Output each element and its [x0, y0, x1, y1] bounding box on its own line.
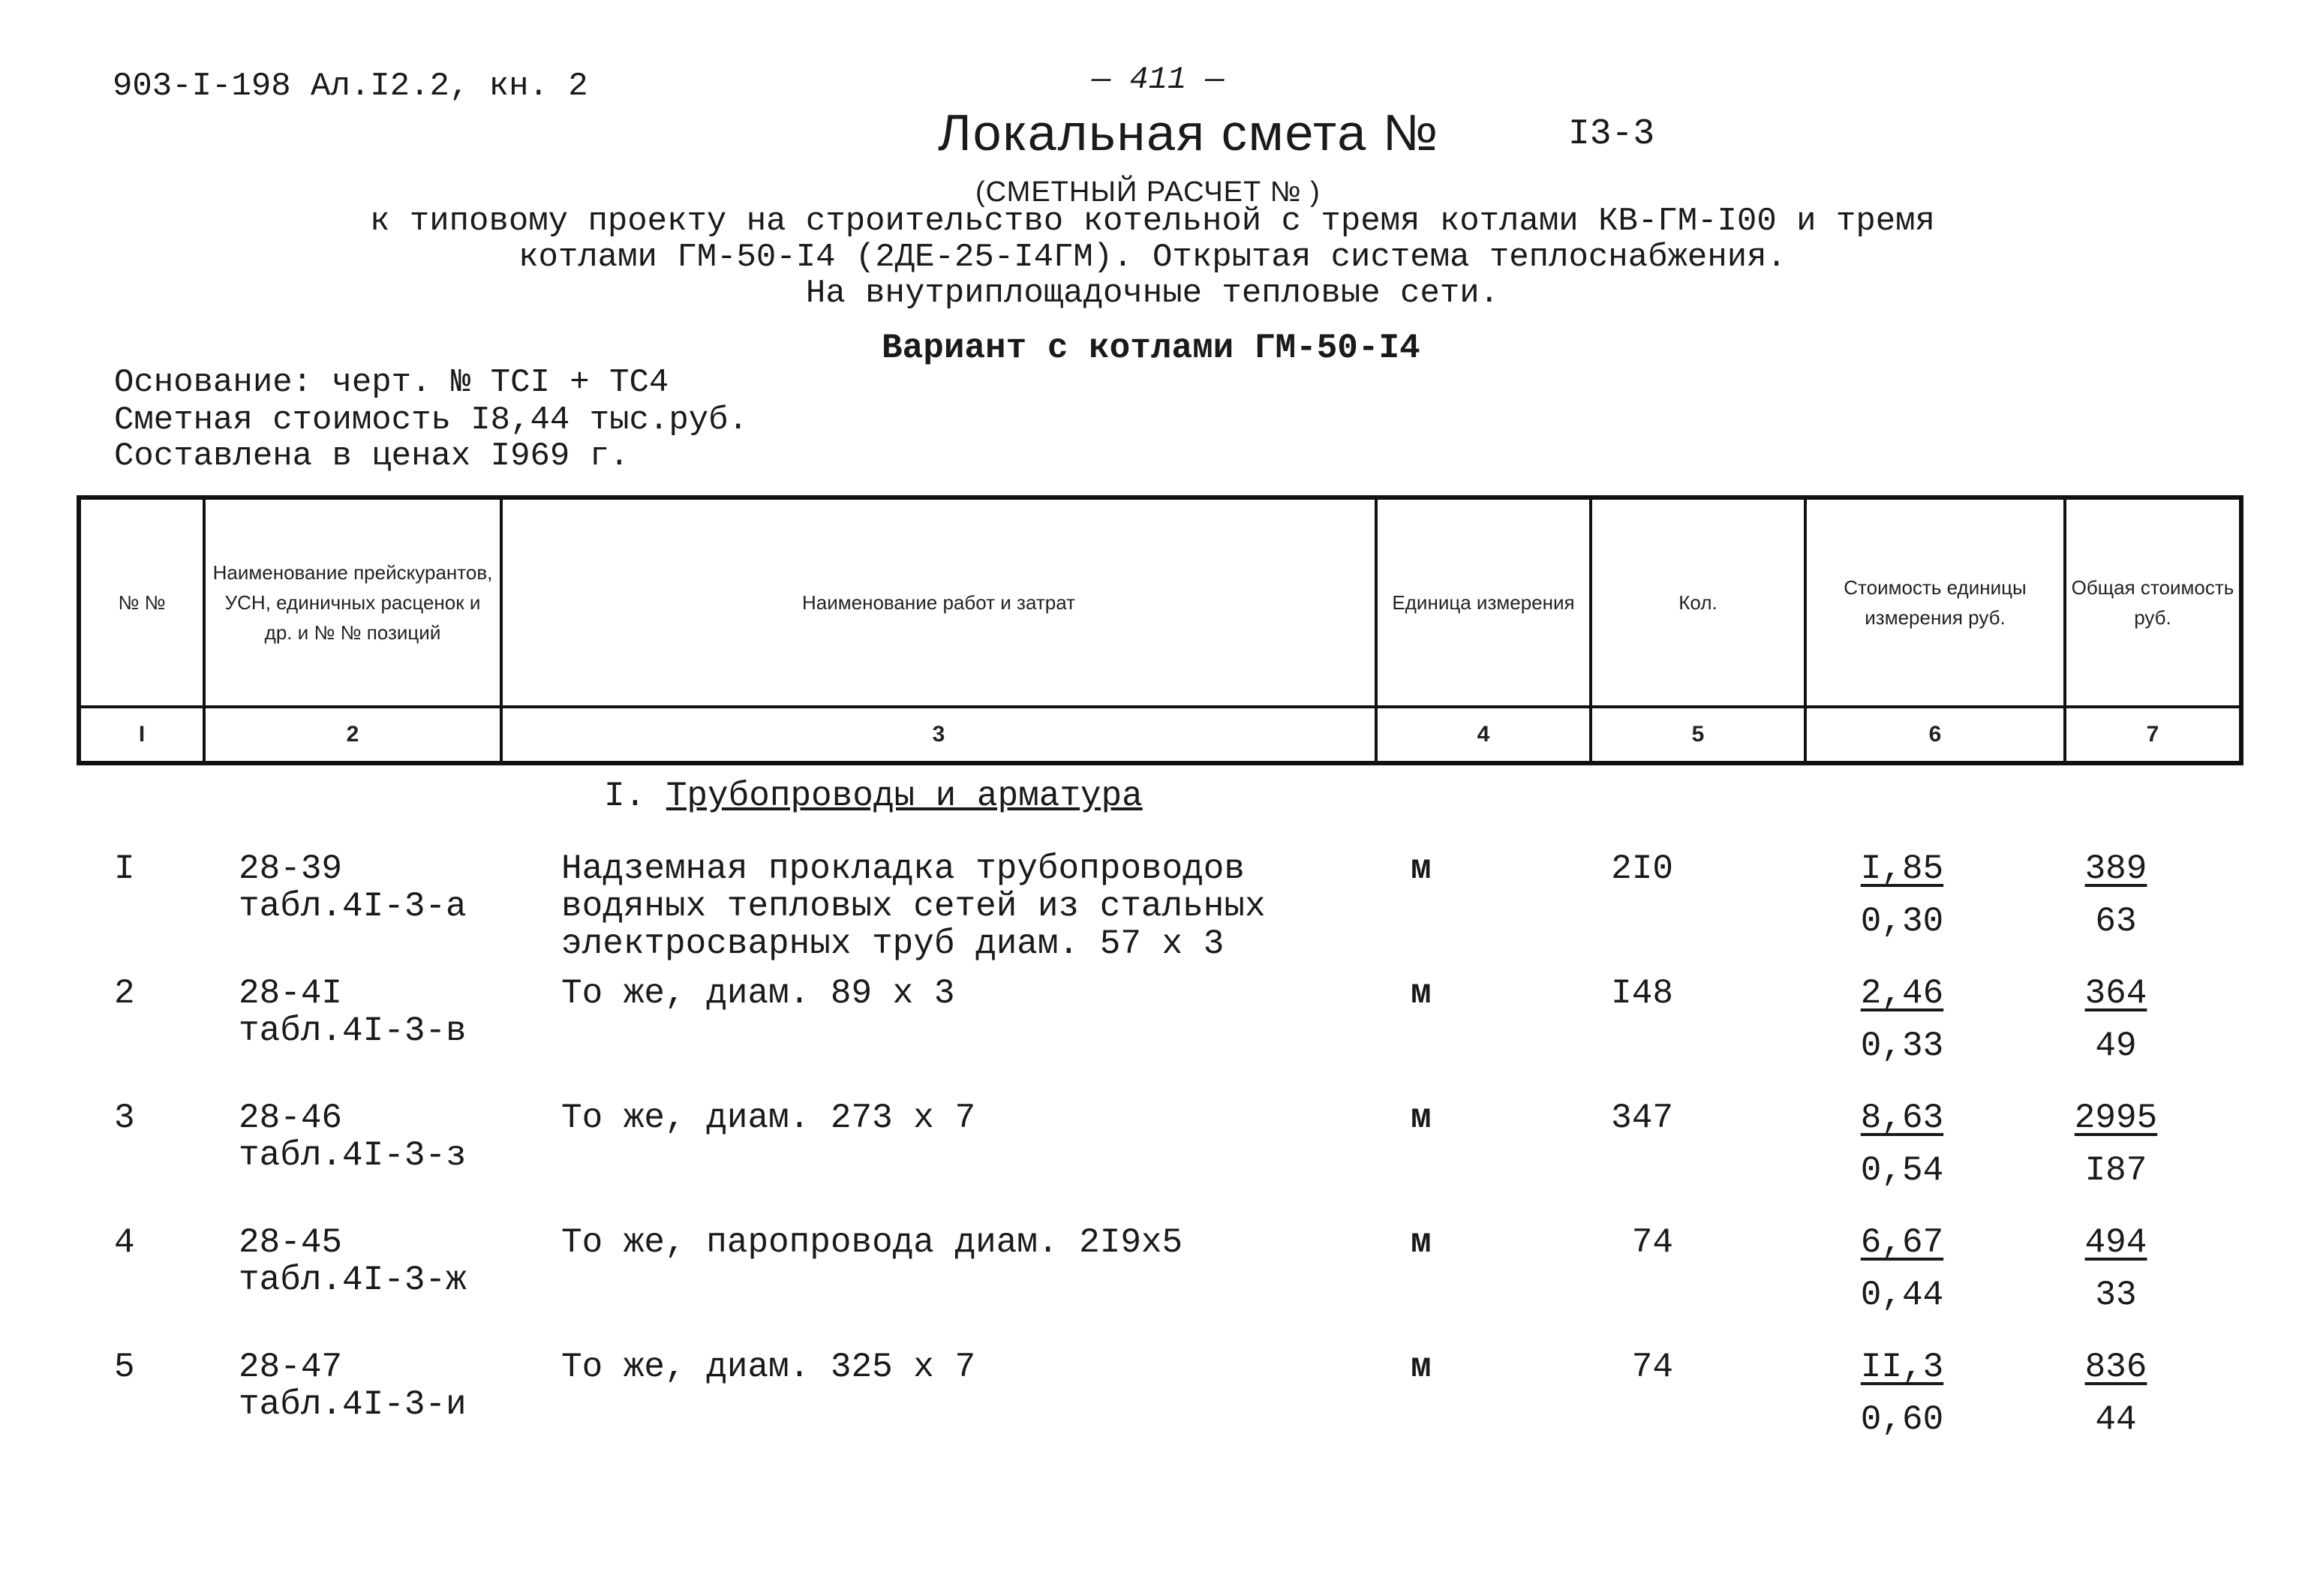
section-title: Трубопроводы и арматура — [666, 777, 1143, 816]
row-code: 28-47 — [239, 1348, 343, 1387]
page-number: — 411 — — [1092, 62, 1225, 98]
subtitle-line-1: к типовому проекту на строительство котельной с тремя котлами КВ-ГМ-I00 и тремя — [370, 203, 1935, 240]
cost-line: Сметная стоимость I8,44 тыс.руб. — [114, 401, 748, 439]
col-header-qty: Кол. — [1591, 497, 1805, 707]
col-number: 3 — [501, 707, 1376, 763]
row-table-ref: табл.4I-3-в — [239, 1011, 467, 1050]
row-description: Надземная прокладка трубопроводов — [561, 849, 1245, 888]
variant-heading: Вариант с котлами ГМ-50-I4 — [882, 329, 1420, 368]
row-unit-cost-wages: 0,30 — [1860, 902, 1944, 941]
row-unit-cost-wages: 0,44 — [1860, 1276, 1944, 1315]
estimate-number: I3-3 — [1568, 114, 1655, 155]
row-quantity: 74 — [1631, 1223, 1673, 1262]
row-number: 4 — [114, 1223, 135, 1262]
col-number: 5 — [1591, 707, 1805, 763]
row-description: То же, диам. 325 х 7 — [561, 1348, 976, 1387]
col-number: I — [79, 707, 204, 763]
row-unit-cost-wages: 0,54 — [1860, 1151, 1944, 1190]
row-unit-cost-wages: 0,60 — [1860, 1400, 1944, 1439]
row-unit: м — [1411, 1348, 1432, 1387]
basis-line: Основание: черт. № ТСI + ТС4 — [114, 364, 669, 401]
row-total-wages: I87 — [2084, 1151, 2147, 1190]
row-quantity: I48 — [1611, 974, 1673, 1013]
estimate-table-header — [77, 495, 2243, 765]
row-unit-cost: 8,63 — [1860, 1099, 1944, 1138]
row-total-wages: 49 — [2095, 1026, 2137, 1066]
col-header-unit-cost: Стоимость единицы измерения руб. — [1805, 497, 2065, 707]
subtitle-line-2: котлами ГМ-50-I4 (2ДЕ-25-I4ГМ). Открытая система теплоснабжения. — [518, 239, 1787, 276]
row-unit-cost: 6,67 — [1860, 1223, 1944, 1262]
row-table-ref: табл.4I-3-з — [239, 1136, 467, 1175]
row-table-ref: табл.4I-3-и — [239, 1385, 467, 1424]
row-total: 494 — [2084, 1223, 2147, 1262]
row-unit: м — [1411, 974, 1432, 1013]
subtitle-line-3: На внутриплощадочные тепловые сети. — [805, 275, 1500, 312]
row-unit-cost: I,85 — [1860, 849, 1944, 888]
row-unit-cost: 2,46 — [1860, 974, 1944, 1013]
col-header-total: Общая стоимость руб. — [2065, 497, 2241, 707]
row-table-ref: табл.4I-3-ж — [239, 1261, 467, 1300]
row-total: 364 — [2084, 974, 2147, 1013]
prices-line: Составлена в ценах I969 г. — [114, 437, 630, 475]
row-description: электросварных труб диам. 57 х 3 — [561, 924, 1225, 963]
row-total-wages: 44 — [2095, 1400, 2137, 1439]
row-number: I — [114, 849, 135, 888]
document-reference: 903-I-198 Ал.I2.2, кн. 2 — [113, 68, 588, 105]
col-header-unit: Единица измерения — [1376, 497, 1591, 707]
page-title: Локальная смета № — [938, 104, 1440, 161]
row-quantity: 2I0 — [1611, 849, 1673, 888]
row-unit-cost: II,3 — [1860, 1348, 1944, 1387]
row-total: 836 — [2084, 1348, 2147, 1387]
row-number: 2 — [114, 974, 135, 1013]
row-unit: м — [1411, 849, 1432, 888]
row-total: 2995 — [2074, 1099, 2158, 1138]
section-heading — [604, 777, 1143, 816]
col-number: 6 — [1805, 707, 2065, 763]
col-header-codes: Наименование прейскурантов, УСН, единичных расценок и др. и № № позиций — [204, 497, 501, 707]
row-description: То же, диам. 89 х 3 — [561, 974, 955, 1013]
section-number: I. — [604, 777, 646, 816]
row-number: 3 — [114, 1099, 135, 1138]
row-code: 28-45 — [239, 1223, 343, 1262]
row-quantity: 74 — [1631, 1348, 1673, 1387]
row-number: 5 — [114, 1348, 135, 1387]
row-total-wages: 63 — [2095, 902, 2137, 941]
row-unit: м — [1411, 1099, 1432, 1138]
row-code: 28-39 — [239, 849, 343, 888]
row-table-ref: табл.4I-3-а — [239, 887, 467, 926]
calc-line: (СМЕТНЫЙ РАСЧЕТ № ) — [975, 176, 1321, 208]
row-code: 28-46 — [239, 1099, 343, 1138]
row-description: То же, паропровода диам. 2I9х5 — [561, 1223, 1183, 1262]
col-header-number: № № — [79, 497, 204, 707]
row-total: 389 — [2084, 849, 2147, 888]
col-number: 4 — [1376, 707, 1591, 763]
row-total-wages: 33 — [2095, 1276, 2137, 1315]
col-number: 2 — [204, 707, 501, 763]
row-description: То же, диам. 273 х 7 — [561, 1099, 976, 1138]
col-header-work: Наименование работ и затрат — [501, 497, 1376, 707]
row-description: водяных тепловых сетей из стальных — [561, 887, 1266, 926]
row-unit: м — [1411, 1223, 1432, 1262]
row-code: 28-4I — [239, 974, 343, 1013]
row-quantity: 347 — [1611, 1099, 1673, 1138]
col-number: 7 — [2065, 707, 2241, 763]
row-unit-cost-wages: 0,33 — [1860, 1026, 1944, 1066]
